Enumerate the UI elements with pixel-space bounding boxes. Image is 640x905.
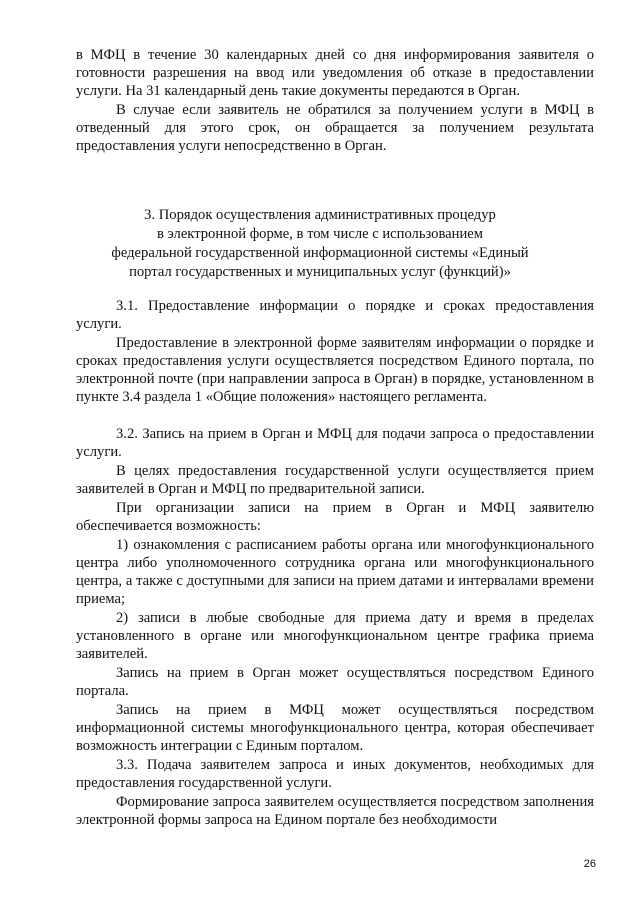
- section-heading-line: портал государственных и муниципальных услуг (функций)»: [129, 264, 511, 280]
- paragraph-preregistration: В целях предоставления государственной услуги осуществляется прием заявителей в Орган и МФЦ по предварительной записи.: [76, 463, 594, 498]
- section-heading-line: 3. Порядок осуществления административных процедур: [144, 207, 496, 223]
- paragraph-mfc-deadline: в МФЦ в течение 30 календарных дней со дня информирования заявителя о готовности разрешения на ввод или уведомления об отказе в предоставлении услуги. На 31 календарный день такие документы передаются в Орган.: [76, 47, 594, 100]
- list-item-free-slots: 2) записи в любые свободные для приема дату и время в пределах установленного в органе или многофункциональном центре графика приема заявителей.: [76, 610, 594, 663]
- paragraph-no-show: В случае если заявитель не обратился за получением услуги в МФЦ в отведенный для этого срок, он обращается за получением результата предоставления услуги непосредственно в Орган.: [76, 102, 594, 155]
- paragraph-3-3-title: 3.3. Подача заявителем запроса и иных документов, необходимых для предоставления государственной услуги.: [76, 757, 594, 792]
- section-heading-line: федеральной государственной информационной системы «Единый: [111, 245, 529, 261]
- paragraph-3-1-title: 3.1. Предоставление информации о порядке и сроках предоставления услуги.: [76, 298, 594, 333]
- paragraph-3-2-title: 3.2. Запись на прием в Орган и МФЦ для подачи запроса о предоставлении услуги.: [76, 426, 594, 461]
- paragraph-registration-capabilities: При организации записи на прием в Орган и МФЦ заявителю обеспечивается возможность:: [76, 500, 594, 535]
- paragraph-mfc-registration: Запись на прием в МФЦ может осуществляться посредством информационной системы многофункционального центра, которая обеспечивает возможность интеграции с Единым порталом.: [76, 702, 594, 755]
- paragraph-request-form: Формирование запроса заявителем осуществляется посредством заполнения электронной формы запроса на Едином портале без необходимости: [76, 794, 594, 829]
- section-heading-line: в электронной форме, в том числе с использованием: [157, 226, 483, 242]
- list-item-schedule: 1) ознакомления с расписанием работы органа или многофункционального центра либо уполномоченного сотрудника органа или многофункционального центра, а также с доступными для записи на прием датами и интервалами времени приема;: [76, 537, 594, 608]
- page-number: 26: [583, 858, 596, 870]
- paragraph-organ-registration: Запись на прием в Орган может осуществляться посредством Единого портала.: [76, 665, 594, 700]
- paragraph-info-provision: Предоставление в электронной форме заявителям информации о порядке и сроках предоставления услуги осуществляется посредством Единого портала, по электронной почте (при направлении запроса в Орган) в порядке, установленном в пункте 3.4 раздела 1 «Общие положения» настоящего регламента.: [76, 335, 594, 406]
